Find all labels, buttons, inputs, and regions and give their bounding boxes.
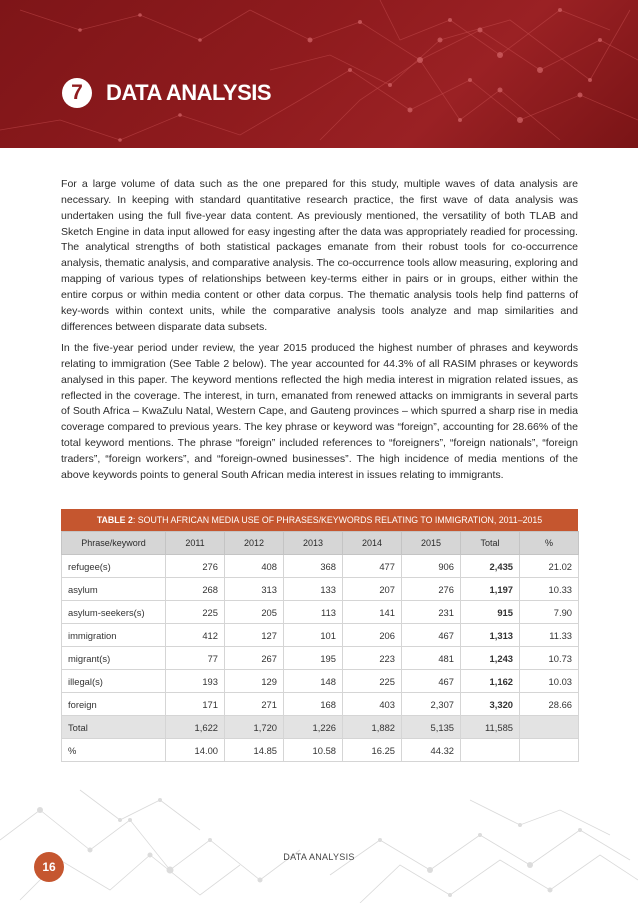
- table-cell: 129: [225, 670, 284, 693]
- table-header-row: [62, 532, 579, 555]
- table-title-text: : SOUTH AFRICAN MEDIA USE OF PHRASES/KEYWORDS RELATING TO IMMIGRATION, 2011–2015: [132, 515, 543, 525]
- keyword-table: [61, 531, 579, 762]
- table-cell: 193: [166, 670, 225, 693]
- table-cell: 2,435: [461, 555, 520, 578]
- table-cell: immigration: [62, 624, 166, 647]
- table-cell: 10.58: [284, 739, 343, 762]
- body-paragraph-2: In the five-year period under review, the year 2015 produced the highest number of phrases and keywords relating to immigration (See Table 2 below). The year accounted for 44.3% of all RASIM phrases or keywords analysed in this paper. The keyword mentions reflected the high media interest in migration related issues, as reflected in the coverage. The interest, in turn, emanated from renewed attacks on immigrants in several parts of South Africa – KwaZulu Natal, Western Cape, and Gauteng provinces – which spurred a sharp rise in media coverage compared to previous years. The key phrase or keyword was “foreign”, accounting for 28.66% of the total keyword mentions. The phrase “foreign” included references to “foreigners”, “foreign nationals”, “foreign traders”, “foreign workers”, and “foreign-owned businesses”. The high incidence of media mentions of the above keywords points to general South African media interest in issues relating to immigrants.: [61, 342, 578, 481]
- table-cell: 28.66: [520, 693, 579, 716]
- table-cell: 1,622: [166, 716, 225, 739]
- column-header: %: [520, 532, 579, 555]
- table-cell: 11.33: [520, 624, 579, 647]
- table-cell: 276: [166, 555, 225, 578]
- table-cell: 268: [166, 578, 225, 601]
- table-cell: 206: [343, 624, 402, 647]
- table-total-row: [62, 716, 579, 739]
- table-cell: 225: [343, 670, 402, 693]
- table-cell: refugee(s): [62, 555, 166, 578]
- table-cell: 127: [225, 624, 284, 647]
- table-cell: 113: [284, 601, 343, 624]
- table-cell: foreign: [62, 693, 166, 716]
- table-title: [61, 509, 578, 531]
- table-title-prefix: TABLE 2: [96, 515, 133, 525]
- table-cell: 313: [225, 578, 284, 601]
- column-header: Phrase/keyword: [62, 532, 166, 555]
- footer-section-label: DATA ANALYSIS: [283, 852, 355, 862]
- footer-network-graphic: [0, 780, 638, 903]
- table-cell: 267: [225, 647, 284, 670]
- table-cell: %: [62, 739, 166, 762]
- table-cell: 5,135: [402, 716, 461, 739]
- page-number-badge: 16: [34, 852, 64, 882]
- header-banner: [0, 0, 638, 148]
- table-cell: 467: [402, 670, 461, 693]
- table-cell: 7.90: [520, 601, 579, 624]
- table-cell: 1,243: [461, 647, 520, 670]
- data-table: [61, 509, 578, 762]
- table-cell: 906: [402, 555, 461, 578]
- table-cell: 1,882: [343, 716, 402, 739]
- table-cell: 205: [225, 601, 284, 624]
- table-cell: 3,320: [461, 693, 520, 716]
- table-cell: 10.03: [520, 670, 579, 693]
- table-cell: 2,307: [402, 693, 461, 716]
- table-cell: 14.00: [166, 739, 225, 762]
- table-cell: 44.32: [402, 739, 461, 762]
- table-cell: 14.85: [225, 739, 284, 762]
- body-paragraph-1: For a large volume of data such as the one prepared for this study, multiple waves of data analysis are necessary. In keeping with standard quantitative research practice, the first wave of data analysis was undertaken using the full five-year data content. As previously mentioned, the versatility of both TLAB and Sketch Engine in data input allowed for easy ingesting after the data was appropriately readied for processing. The analytical strengths of both statistical packages emanate from their robust tools for co-occurrence analysis, thematic analysis, and comparative analysis. The co-occurrence tools allow measuring, exploring and mapping of various types of relationships between key-terms either in pairs or in groups, either within the entire corpus or within media content or other data corpus. The thematic analysis tools help find patterns of key-words within context units, while the comparative analysis tools analyze and map similarities and differences between disparate data subsets.: [61, 178, 578, 333]
- table-cell: 223: [343, 647, 402, 670]
- table-cell: 1,197: [461, 578, 520, 601]
- table-cell: 1,720: [225, 716, 284, 739]
- table-cell: 148: [284, 670, 343, 693]
- table-row: [62, 670, 579, 693]
- table-cell: Total: [62, 716, 166, 739]
- table-cell: 225: [166, 601, 225, 624]
- table-cell: 21.02: [520, 555, 579, 578]
- table-row: [62, 693, 579, 716]
- column-header: 2013: [284, 532, 343, 555]
- column-header: Total: [461, 532, 520, 555]
- table-cell: 368: [284, 555, 343, 578]
- table-cell: 481: [402, 647, 461, 670]
- table-cell: 403: [343, 693, 402, 716]
- table-cell: 467: [402, 624, 461, 647]
- table-cell: 408: [225, 555, 284, 578]
- table-cell: 171: [166, 693, 225, 716]
- table-cell: 1,226: [284, 716, 343, 739]
- table-cell: 271: [225, 693, 284, 716]
- table-cell: 168: [284, 693, 343, 716]
- table-row: [62, 601, 579, 624]
- table-cell: 1,162: [461, 670, 520, 693]
- column-header: 2011: [166, 532, 225, 555]
- table-percent-row: [62, 739, 579, 762]
- table-cell: asylum-seekers(s): [62, 601, 166, 624]
- table-row: [62, 647, 579, 670]
- table-cell: 101: [284, 624, 343, 647]
- table-cell: 141: [343, 601, 402, 624]
- column-header: 2014: [343, 532, 402, 555]
- page-title: DATA ANALYSIS: [106, 80, 272, 105]
- table-cell: 16.25: [343, 739, 402, 762]
- table-cell: 1,313: [461, 624, 520, 647]
- table-row: [62, 624, 579, 647]
- table-row: [62, 578, 579, 601]
- table-cell: 207: [343, 578, 402, 601]
- table-row: [62, 555, 579, 578]
- table-cell: [520, 739, 579, 762]
- table-cell: illegal(s): [62, 670, 166, 693]
- table-cell: asylum: [62, 578, 166, 601]
- table-cell: migrant(s): [62, 647, 166, 670]
- table-cell: 412: [166, 624, 225, 647]
- column-header: 2015: [402, 532, 461, 555]
- table-cell: 10.33: [520, 578, 579, 601]
- table-cell: 133: [284, 578, 343, 601]
- table-cell: 231: [402, 601, 461, 624]
- column-header: 2012: [225, 532, 284, 555]
- table-cell: 915: [461, 601, 520, 624]
- network-pattern-graphic: [0, 0, 638, 148]
- table-cell: 77: [166, 647, 225, 670]
- table-cell: 11,585: [461, 716, 520, 739]
- table-cell: 195: [284, 647, 343, 670]
- table-cell: 10.73: [520, 647, 579, 670]
- section-number-badge: 7: [62, 78, 92, 108]
- table-cell: [461, 739, 520, 762]
- table-cell: 276: [402, 578, 461, 601]
- table-cell: 477: [343, 555, 402, 578]
- table-cell: [520, 716, 579, 739]
